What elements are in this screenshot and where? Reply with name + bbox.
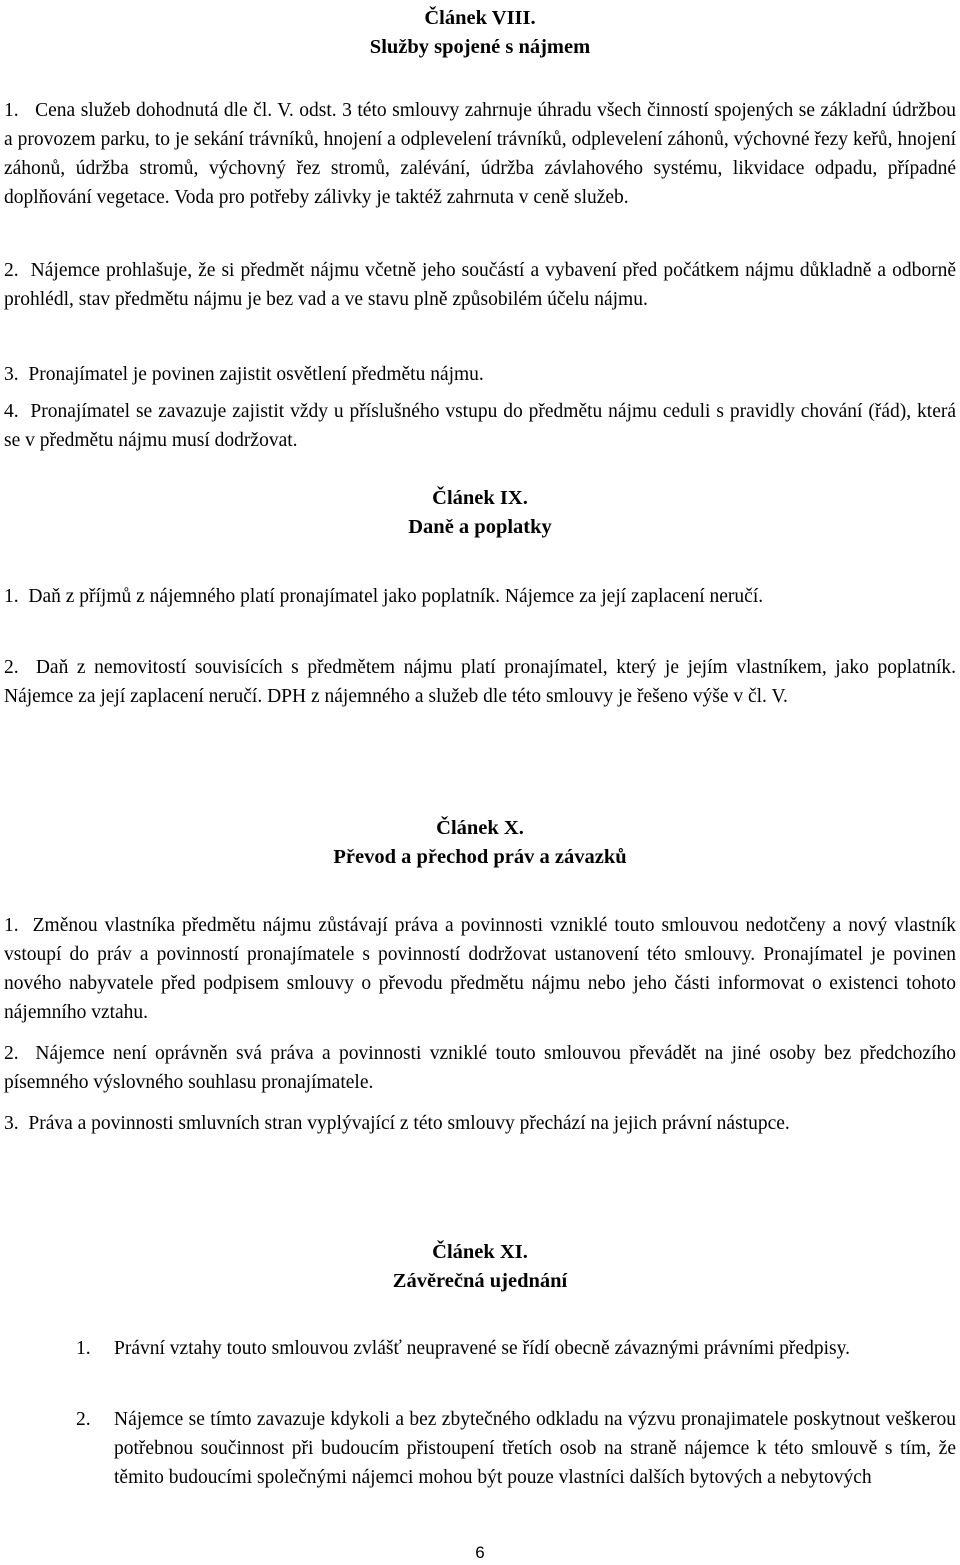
item-text: Nájemce se tímto zavazuje kdykoli a bez zbytečného odkladu na výzvu pronajimatele poskytnout veškerou potřebnou součinnost při budoucím přistoupení třetích osob na straně nájemce k této smlouvě s tím, že těmito budoucími společnými nájemci mohou být pouze vlastníci dalších bytových a nebytových [114,1409,956,1488]
article-9-title: Článek IX. [432,487,528,509]
article-11-item-1 [76,1334,956,1363]
item-text: Nájemce není oprávněn svá práva a povinnosti vzniklé touto smlouvou převádět na jiné osoby bez předchozího písemného výslovného souhlasu pronajímatele. [4,1043,956,1093]
item-number: 3. [4,1113,19,1134]
item-number: 3. [4,364,19,385]
article-8-subtitle: Služby spojené s nájmem [369,36,591,58]
item-text: Pronajímatel je povinen zajistit osvětlení předmětu nájmu. [28,364,484,385]
article-9-item-1 [4,582,956,611]
item-number: 2. [4,1043,19,1064]
item-text: Pronajímatel se zavazuje zajistit vždy u příslušného vstupu do předmětu nájmu ceduli s pravidly chování (řád), která se v předmětu nájmu musí dodržovat. [4,401,956,451]
article-10-item-2 [4,1039,956,1097]
item-number: 2. [4,260,19,281]
article-8-item-3 [4,360,956,389]
article-11 [4,1238,956,1296]
article-11-subtitle: Závěrečná ujednání [392,1270,568,1292]
item-number: 1. [4,586,19,607]
article-8-item-1 [4,96,956,212]
item-text: Právní vztahy touto smlouvou zvlášť neupravené se řídí obecně závaznými právními předpisy. [114,1338,850,1359]
item-text: Nájemce prohlašuje, že si předmět nájmu včetně jeho součástí a vybavení před počátkem nájmu důkladně a odborně prohlédl, stav předmětu nájmu je bez vad a ve stavu plně způsobilém účelu nájmu. [4,260,956,310]
page-number: 6 [475,1543,485,1562]
article-8-item-2 [4,256,956,314]
item-number: 2. [4,657,19,678]
article-8-title: Článek VIII. [424,7,536,29]
item-text: Daň z příjmů z nájemného platí pronajímatel jako poplatník. Nájemce za její zaplacení neručí. [28,586,764,607]
item-number: 1. [4,100,19,121]
article-10-subtitle: Převod a přechod práv a závazků [333,846,627,868]
article-11-title: Článek XI. [432,1241,528,1263]
item-text: Práva a povinnosti smluvních stran vyplývající z této smlouvy přechází na jejich právní nástupce. [28,1113,790,1134]
item-text: Daň z nemovitostí souvisících s předmětem nájmu platí pronajímatel, který je jejím vlastníkem, jako poplatník. Nájemce za její zaplacení neručí. DPH z nájemného a služeb dle této smlouvy je řešeno výše v čl. V. [4,657,957,707]
article-8 [4,4,956,62]
item-number: 1. [4,915,19,936]
article-11-item-2 [76,1405,956,1492]
article-9-subtitle: Daně a poplatky [408,516,552,538]
article-9 [4,484,956,542]
item-number: 2. [76,1409,91,1430]
item-text: Cena služeb dohodnutá dle čl. V. odst. 3 této smlouvy zahrnuje úhradu všech činností spojených se základní údržbou a provozem parku, to je sekání trávníků, hnojení a odplevelení trávníků, odplevelení záhonů, výchovné řezy keřů, hnojení záhonů, údržba stromů, výchovný řez stromů, zalévání, údržba závlahového systému, likvidace odpadu, případné doplňování vegetace. Voda pro potřeby zálivky je taktéž zahrnuta v ceně služeb. [4,100,957,208]
article-9-item-2 [4,653,956,711]
item-text: Změnou vlastníka předmětu nájmu zůstávají práva a povinnosti vzniklé touto smlouvou nedotčeny a nový vlastník vstoupí do práv a povinností pronajímatele s povinností dodržovat ustanovení této smlouvy. Pronajímatel je povinen nového nabyvatele před podpisem smlouvy o převodu předmětu nájmu nebo jeho části informovat o existenci tohoto nájemního vztahu. [4,915,956,1023]
article-10-title: Článek X. [436,817,524,839]
article-8-item-4 [4,397,956,455]
article-10-item-3 [4,1109,956,1138]
item-number: 4. [4,401,19,422]
item-number: 1. [76,1338,91,1359]
article-10-item-1 [4,911,956,1027]
article-10 [4,814,956,872]
